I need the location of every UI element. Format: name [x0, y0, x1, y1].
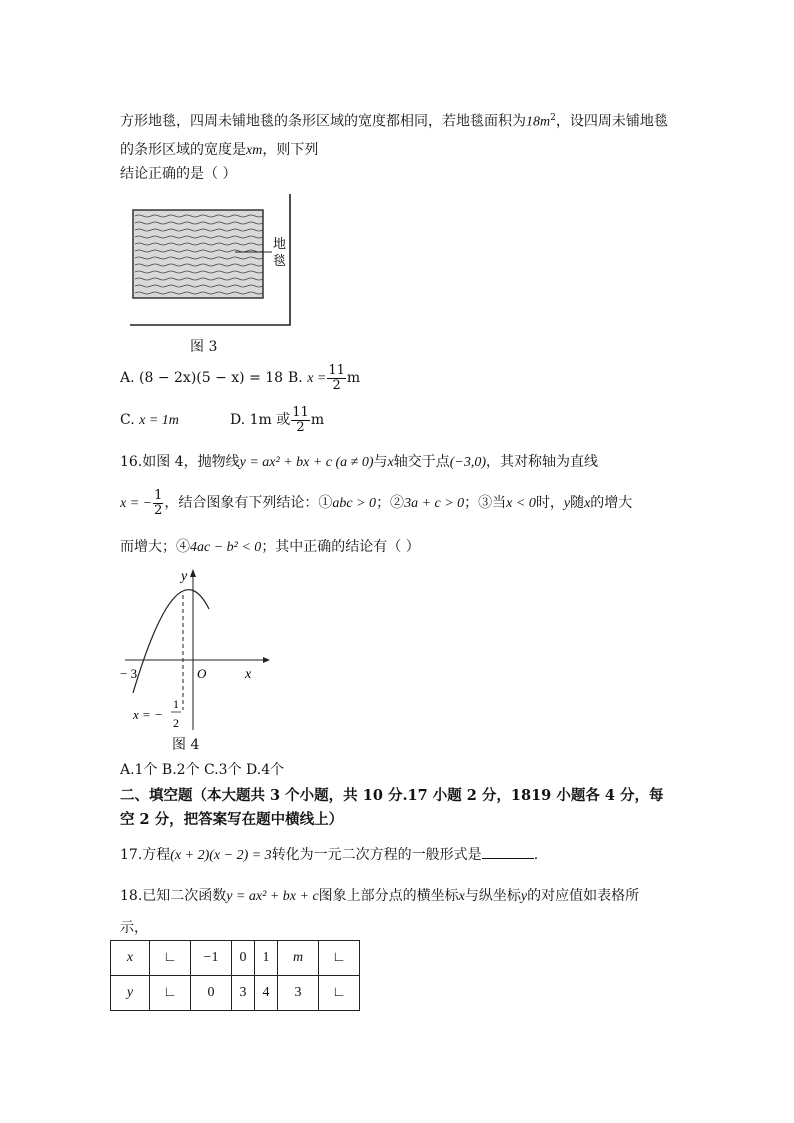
q16-axis-denominator: 2	[154, 502, 163, 518]
q16-text-1: 16.如图 4，抛物线	[120, 454, 240, 470]
option-c-letter: C.	[120, 412, 135, 428]
table-cell: 0	[191, 976, 232, 1011]
q16-axis-fraction	[153, 489, 163, 518]
q16-text-9: 随	[570, 495, 585, 511]
q16-conclusion-4: 4ac − b² < 0	[190, 540, 262, 555]
q16-x-var-2: x	[584, 496, 591, 511]
table-cell: 0	[232, 941, 255, 976]
option-d-numerator: 11	[292, 404, 309, 420]
table-cell: ∟	[319, 941, 360, 976]
carpet-label-1: 地	[273, 237, 287, 252]
symmetry-axis-numerator: 1	[173, 697, 179, 711]
section-2-heading-line2: 空 2 分，把答案写在题中横线上）	[120, 811, 344, 828]
q18-x-var: x	[458, 889, 465, 904]
q16-text-12: ；其中正确的结论有（ ）	[261, 539, 420, 555]
q16-axis-numerator: 1	[154, 487, 163, 503]
area-exponent: 2	[550, 113, 556, 123]
width-variable: xm	[246, 143, 263, 158]
q15-stem-line2	[120, 140, 318, 161]
table-cell: 3	[232, 976, 255, 1011]
y-axis-arrow	[190, 569, 196, 577]
q17-period: .	[533, 847, 539, 863]
q16-text-2: 与	[373, 454, 388, 470]
x-axis-label: x	[245, 667, 252, 682]
q16-x-var: x	[387, 455, 394, 470]
q16-y-var: y	[563, 496, 571, 511]
table-cell: ∟	[319, 976, 360, 1011]
q15-option-b	[288, 359, 360, 398]
q17-text-1: 17.方程	[120, 847, 171, 863]
option-b-var: x =	[307, 371, 327, 386]
option-b-fraction	[327, 364, 346, 393]
table-cell: y	[111, 976, 150, 1011]
q16-conclusion-2: 3a + c > 0	[404, 496, 465, 511]
q16-axis-pre: x = −	[120, 496, 153, 511]
q18-text-1: 18.已知二次函数	[120, 888, 227, 904]
option-d-denominator: 2	[296, 419, 305, 435]
q15-stem-line1	[120, 108, 668, 133]
q18-text-3: 与纵坐标	[464, 888, 521, 904]
neg3-label: − 3	[120, 666, 138, 681]
q16-options: A.1个 B.2个 C.3个 D.4个	[120, 762, 285, 778]
q15-stem-text-1: 方形地毯，四周未铺地毯的条形区域的宽度都相同，若地毯面积为	[120, 113, 526, 130]
table-cell: ∟	[150, 941, 191, 976]
q16-line3	[120, 537, 420, 558]
figure-3-carpet	[125, 192, 300, 332]
table-cell: ∟	[150, 976, 191, 1011]
q18-function: y = ax² + bx + c	[226, 889, 319, 904]
table-cell: 1	[255, 941, 278, 976]
option-d-text: D. 1m 或	[230, 412, 291, 428]
table-cell: m	[278, 941, 319, 976]
q17	[120, 844, 538, 866]
q16-text-11: 而增大；④	[120, 539, 190, 555]
q15-option-d	[230, 401, 324, 439]
symmetry-axis-denominator: 2	[173, 716, 179, 730]
figure-4-parabola	[115, 565, 275, 735]
carpet-area: 18m	[526, 114, 551, 130]
q18-y-var: y	[520, 889, 528, 904]
q16-conclusion-3: x < 0	[506, 496, 536, 511]
figure-3-caption: 图 3	[190, 339, 218, 355]
q16-parabola-eq: y = ax² + bx + c (a ≠ 0)	[239, 455, 374, 470]
q16-text-4: ，其对称轴为直线	[486, 454, 599, 470]
q15-stem-text-3: 的条形区域的宽度是	[120, 142, 246, 158]
section-2-heading-line1: 二、填空题（本大题共 3 个小题，共 10 分.17 小题 2 分，1819 小题各 4 分，每	[120, 787, 664, 804]
option-d-unit: m	[310, 412, 325, 428]
q17-answer-blank	[482, 844, 534, 859]
q15-option-a: A. (8 − 2x)(5 − x) = 18	[120, 370, 284, 386]
q17-equation: (x + 2)(x − 2) = 3	[170, 848, 272, 863]
q16-line2	[120, 484, 632, 523]
q16-line1	[120, 452, 598, 473]
table-cell: 4	[255, 976, 278, 1011]
table-row	[111, 941, 360, 976]
carpet-label-2: 毯	[273, 254, 287, 269]
option-b-numerator: 11	[328, 362, 345, 378]
q16-conclusion-1: abc > 0	[332, 496, 377, 511]
table-cell: x	[111, 941, 150, 976]
q15-stem-text-5: 结论正确的是（ ）	[120, 166, 237, 182]
y-axis-label: y	[181, 569, 188, 584]
option-b-letter: B.	[288, 370, 303, 386]
q18-line1	[120, 886, 639, 907]
q15-stem-text-2: ，设四周未铺地毯	[555, 113, 668, 130]
q16-text-5: ，结合图象有下列结论：①	[164, 495, 333, 511]
x-axis-arrow	[263, 657, 270, 663]
option-b-denominator: 2	[332, 377, 341, 393]
table-row	[111, 976, 360, 1011]
q17-text-2: 转化为一元二次方程的一般形式是	[271, 847, 482, 863]
table-cell: −1	[191, 941, 232, 976]
q16-text-7: ；③当	[464, 495, 507, 511]
q16-text-3: 轴交于点	[393, 454, 450, 470]
q15-stem-text-4: ，则下列	[262, 142, 319, 158]
option-d-fraction	[291, 406, 310, 435]
q16-text-10: 的增大	[590, 495, 633, 511]
option-b-unit: m	[346, 370, 361, 386]
q16-text-8: 时，	[535, 495, 564, 511]
value-table	[110, 940, 360, 1011]
q15-option-c	[120, 410, 179, 431]
figure-4-caption: 图 4	[172, 737, 200, 753]
symmetry-axis-label: x = −	[133, 707, 163, 722]
table-cell: 3	[278, 976, 319, 1011]
q15-stem-line3	[120, 164, 236, 184]
q18-text-4: 的对应值如表格所	[527, 888, 640, 904]
origin-label: O	[197, 666, 207, 681]
q16-point: (−3,0)	[449, 455, 487, 470]
q18-line2: 示，	[120, 920, 148, 936]
q18-text-2: 图象上部分点的横坐标	[318, 888, 459, 904]
option-c-eq: x = 1m	[139, 413, 179, 428]
q16-text-6: ；②	[376, 495, 405, 511]
